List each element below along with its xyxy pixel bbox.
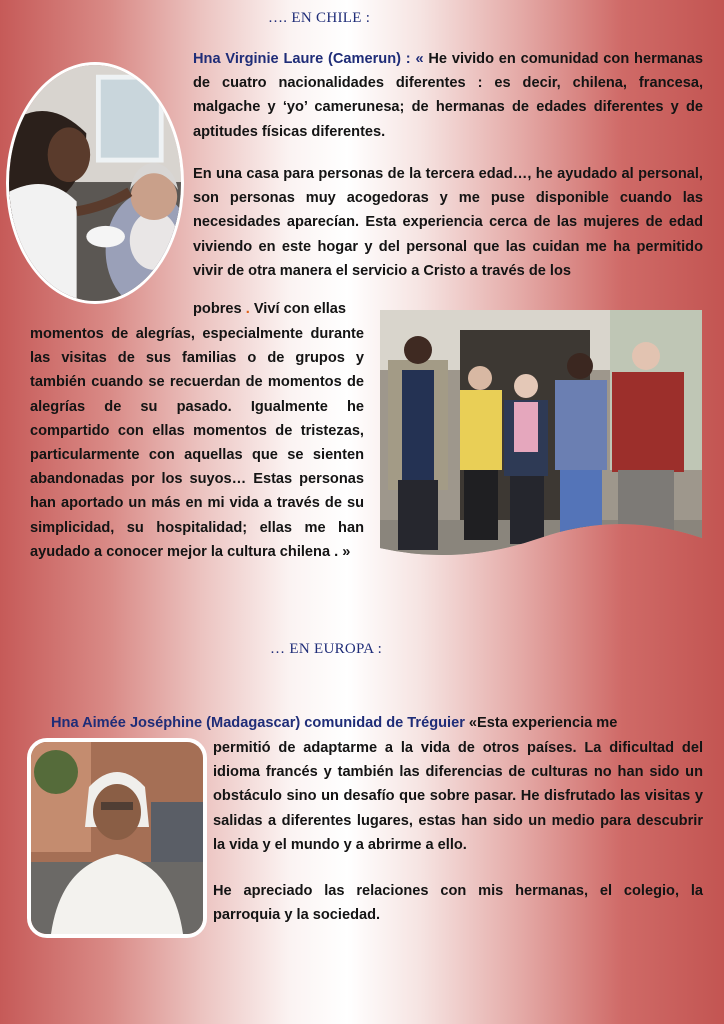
orange-dot: . bbox=[245, 301, 250, 317]
photo-group-sisters bbox=[380, 310, 702, 566]
chile-paragraph-3: momentos de alegrías, especialmente durante las visitas de sus familias o de grupos y también cuando se recuerdan de momentos de alegrías de su pasado. Igualmente he compartido con ellas momentos de tristezas, particularmente con aquellas que se sienten abandonadas por los suyos… Estas personas han aportado un más en mi vida a través de su simplicidad, su hospitalidad; ellas me han ayudado a conocer mejor la cultura chilena . » bbox=[30, 326, 364, 560]
speaker-name-virginie: Hna Virginie Laure (Camerun) : « bbox=[193, 51, 424, 67]
section-heading-chile: …. EN CHILE : bbox=[268, 10, 371, 26]
chile-paragraph-2-end bbox=[193, 297, 373, 321]
chile-paragraph-2-tail: Viví con ellas bbox=[249, 301, 347, 317]
europa-speaker-line bbox=[51, 711, 716, 735]
speaker-name-aimee: Hna Aimée Joséphine (Madagascar) comunidad de Tréguier bbox=[51, 715, 465, 731]
chile-paragraph-2: En una casa para personas de la tercera edad…, he ayudado al personal, son personas muy acogedoras y me puse disponible cuando las necesidades aparecían. Esta experiencia cerca de las mujeres de edad viviendo en este hogar y del personal que las cuidan me ha permitido vivir de otra manera el servicio a Cristo a través de los bbox=[193, 166, 703, 279]
europa-paragraph-1-start: «Esta experiencia me bbox=[464, 715, 618, 731]
section-heading-europa: … EN EUROPA : bbox=[270, 641, 383, 657]
photo-portrait-aimee bbox=[27, 738, 207, 938]
europa-paragraph-2: He apreciado las relaciones con mis hermanas, el colegio, la parroquia y la sociedad. bbox=[213, 883, 703, 924]
europa-paragraph-1: permitió de adaptarme a la vida de otros países. La dificultad del idioma francés y también las diferencias de culturas no han sido un obstáculo sino un desafío que sobre pasar. He disfrutado las visitas y salidas a diferentes lugares, estas han sido un medio para descubrir la vida y el mundo y a abrirme a ello. bbox=[213, 740, 703, 853]
chile-paragraph-1 bbox=[193, 47, 703, 144]
word-pobres: pobres bbox=[193, 301, 246, 317]
chile-paragraph-1-text: He vivido en comunidad con hermanas de cuatro nacionalidades diferentes : es decir, chilena, francesa, malgache y ‘yo’ camerunesa; de hermanas de edades diferentes y de aptitudes físicas diferentes. bbox=[193, 51, 703, 140]
photo-feeding-elderly bbox=[6, 62, 184, 304]
